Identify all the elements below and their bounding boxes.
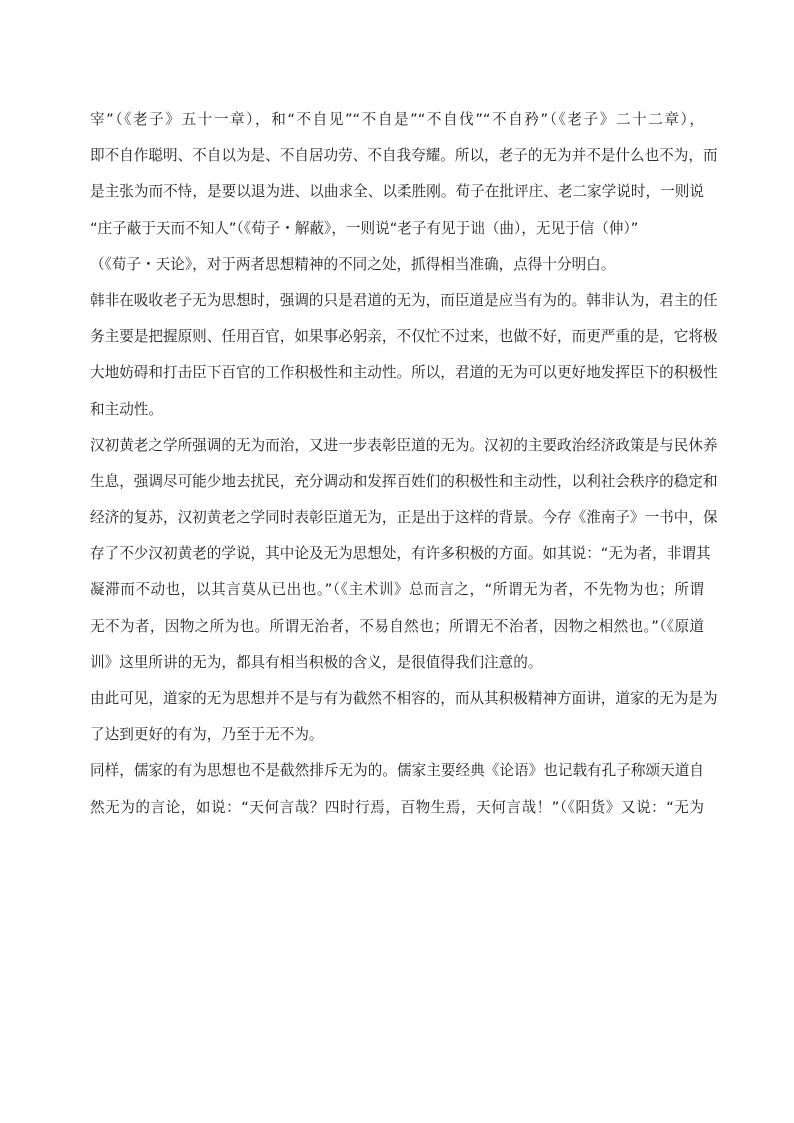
- text-line: 韩非在吸收老子无为思想时，强调的只是君道的无为，而臣道是应当有为的。韩非认为，君主的任: [90, 291, 718, 309]
- text-line: 宰”（《老子》五十一章），和“不自见”“不自是”“不自伐”“不自矜”（《老子》二十二章），: [90, 111, 704, 128]
- text-line: 即不自作聪明、不自以为是、不自居功劳、不自我夸耀。所以，老子的无为并不是什么也不为，而: [90, 147, 718, 165]
- text-line: “庄子蔽于天而不知人”（《荀子・解蔽》，一则说“老子有见于诎（曲），无见于信（伸）”: [90, 219, 639, 237]
- text-line: （《荀子・天论》，对于两者思想精神的不同之处，抓得相当准确，点得十分明白。: [90, 255, 616, 273]
- text-line: 由此可见，道家的无为思想并不是与有为截然不相容的，而从其积极精神方面讲，道家的无为是为: [90, 690, 718, 707]
- text-line: 经济的复苏，汉初黄老之学同时表彰臣道无为，正是出于这样的背景。今存《淮南子》一书中，保: [90, 509, 718, 527]
- text-line: 无不为者，因物之所为也。所谓无治者，不易自然也；所谓无不治者，因物之相然也。”（《原道: [90, 617, 704, 635]
- text-line: 大地妨碍和打击臣下百官的工作积极性和主动性。所以，君道的无为可以更好地发挥臣下的积极性: [90, 364, 718, 382]
- document-body: [90, 102, 718, 826]
- text-line: 存了不少汉初黄老的学说，其中论及无为思想处，有许多积极的方面。如其说：“无为者，非谓其: [90, 545, 711, 563]
- text-line: 生息，强调尽可能少地去扰民，充分调动和发挥百姓们的积极性和主动性，以利社会秩序的稳定和: [90, 472, 718, 490]
- text-line: 然无为的言论，如说：“天何言哉？四时行焉，百物生焉，天何言哉！”（《阳货》又说：“无为: [90, 798, 704, 816]
- text-line: 了达到更好的有为，乃至于无不为。: [90, 726, 324, 744]
- text-line: 同样，儒家的有为思想也不是截然排斥无为的。儒家主要经典《论语》也记载有孔子称颂天道自: [90, 762, 704, 780]
- text-line: 训》这里所讲的无为，都具有相当积极的含义，是很值得我们注意的。: [90, 653, 543, 671]
- text-line: 凝滞而不动也，以其言莫从已出也。”（《主术训》总而言之，“所谓无为者，不先物为也；所谓: [90, 581, 704, 599]
- text-line: 务主要是把握原则、任用百官，如果事必躬亲，不仅忙不过来，也做不好，而更严重的是，它将极: [90, 328, 718, 346]
- text-line: 是主张为而不恃，是要以退为进、以曲求全、以柔胜刚。荀子在批评庄、老二家学说时，一则说: [90, 183, 704, 201]
- text-line: 和主动性。: [90, 400, 163, 418]
- text-line: 汉初黄老之学所强调的无为而治，又进一步表彰臣道的无为。汉初的主要政治经济政策是与民休养: [90, 436, 718, 454]
